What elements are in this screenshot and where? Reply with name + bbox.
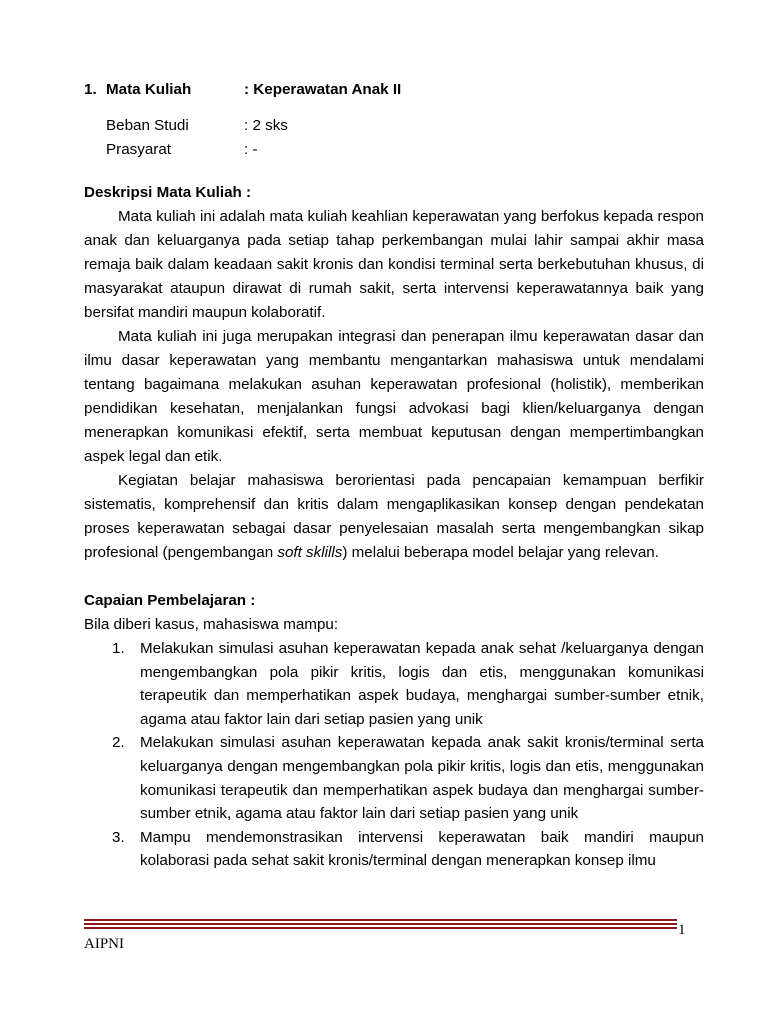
soft-skills-term: soft sklills	[277, 544, 343, 561]
load-label: Beban Studi	[106, 117, 189, 134]
list-item	[84, 731, 704, 825]
load-row	[84, 114, 704, 138]
list-item-text: Melakukan simulasi asuhan keperawatan kepada anak sakit kronis/terminal serta keluarganya dengan mengembangkan pola pikir kritis, logis dan etis, menggunakan komunikasi terapeutik dan memperhatikan aspek budaya dan menghargai sumber-sumber etnik, agama atau faktor lain dari setiap pasien yang unik	[140, 734, 704, 823]
course-number: 1.	[84, 81, 97, 98]
description-paragraph-2: Mata kuliah ini juga merupakan integrasi dan penerapan ilmu keperawatan dasar dan ilmu dasar keperawatan yang membantu mengantarkan mahasiswa untuk mendalami tentang bagaimana melakukan asuhan keperawatan profesional (holistik), memberikan pendidikan kesehatan, menjalankan fungsi advokasi bagi klien/keluarganya dengan menerapkan komunikasi efektif, serta membuat keputusan dengan mempertimbangkan aspek legal dan etik.	[84, 328, 704, 465]
outcomes-list	[84, 637, 704, 873]
footer-org: AIPNI	[84, 936, 124, 952]
prereq-value: : -	[244, 141, 258, 158]
list-item	[84, 637, 704, 731]
paragraph-3-start: Kegiatan belajar mahasiswa berorientasi pada pencapaian kemampuan berfikir sistematis, komprehensif dan kritis dalam mengaplikasikan konsep dengan pendekatan proses keperawatan sebagai dasar penyelesaian masalah serta mengembangkan sikap profesional (pengembangan	[84, 472, 704, 561]
prereq-label: Prasyarat	[106, 141, 171, 158]
list-item-number: 1.	[112, 640, 125, 657]
course-value: : Keperawatan Anak II	[244, 81, 402, 98]
load-value: : 2 sks	[244, 117, 288, 134]
course-row	[84, 78, 704, 102]
list-item	[84, 826, 704, 873]
paragraph-3-end: ) melalui beberapa model belajar yang relevan.	[342, 544, 659, 561]
footer-rule	[84, 919, 677, 931]
list-item-number: 2.	[112, 734, 125, 752]
description-paragraph-3	[84, 469, 704, 565]
outcomes-heading: Capaian Pembelajaran :	[84, 592, 256, 609]
description-paragraph-1: Mata kuliah ini adalah mata kuliah keahlian keperawatan yang berfokus kepada respon anak dan keluarganya pada setiap tahap perkembangan mulai lahir sampai akhir masa remaja baik dalam keadaan sakit kronis dan kondisi terminal serta berkebutuhan khusus, di masyarakat ataupun dirawat di rumah sakit, serta intervensi keperawatannya baik yang bersifat mandiri maupun kolaboratif.	[84, 208, 704, 321]
page-number: 1	[678, 922, 686, 938]
list-item-number: 3.	[112, 828, 125, 846]
document-page	[84, 78, 704, 873]
prereq-row	[84, 138, 704, 162]
description-heading: Deskripsi Mata Kuliah :	[84, 184, 252, 201]
course-label: Mata Kuliah	[106, 81, 192, 98]
outcomes-intro: Bila diberi kasus, mahasiswa mampu:	[84, 616, 339, 633]
list-item-text: Mampu mendemonstrasikan intervensi keperawatan baik mandiri maupun kolaborasi pada sehat sakit kronis/terminal dengan menerapkan konsep ilmu	[140, 828, 704, 870]
list-item-text: Melakukan simulasi asuhan keperawatan kepada anak sehat /keluarganya dengan mengembangkan pola pikir kritis, logis dan etis, menggunakan komunikasi terapeutik dan memperhatikan aspek budaya, menghargai sumber-sumber etnik, agama atau faktor lain dari setiap pasien yang unik	[140, 640, 704, 728]
